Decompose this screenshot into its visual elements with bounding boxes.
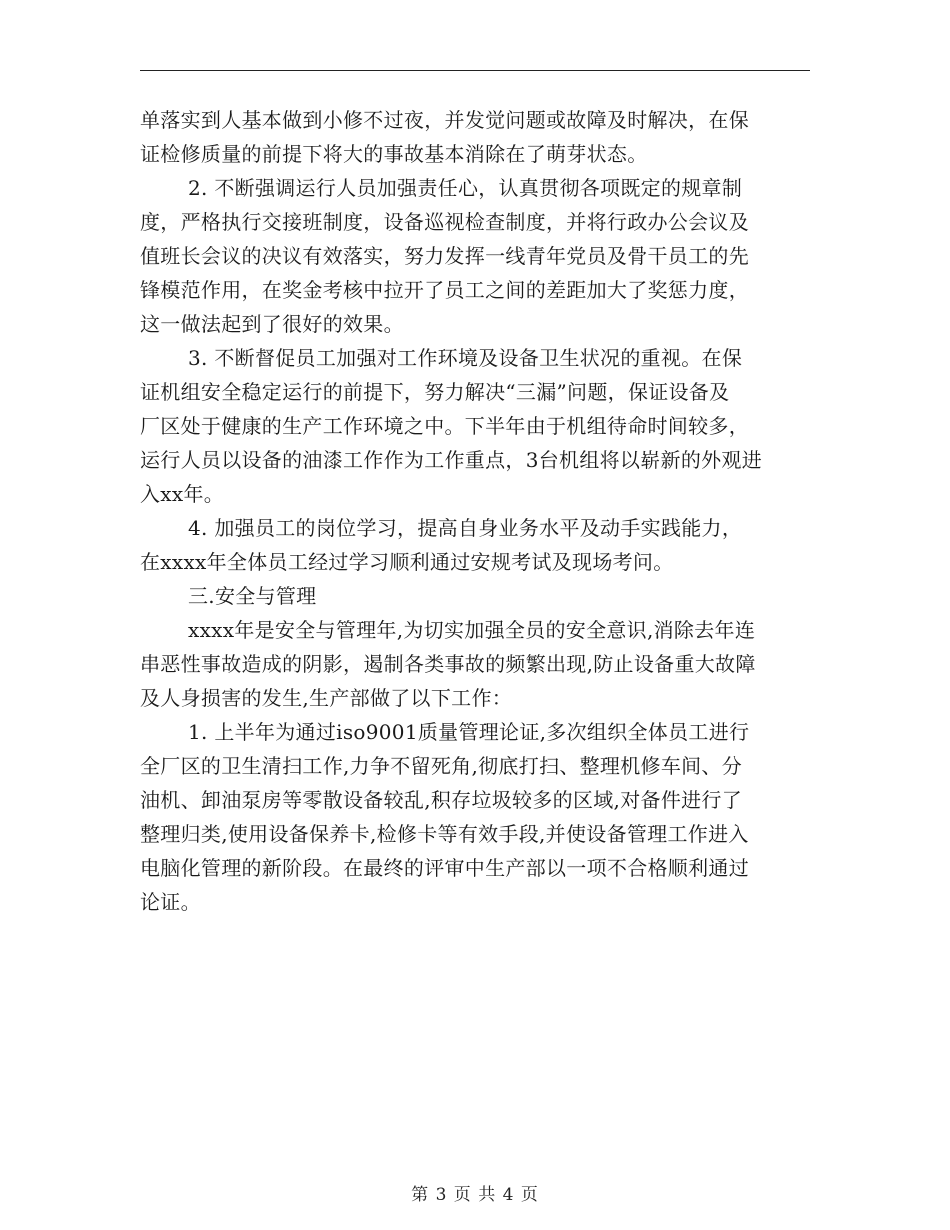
- text-line: 运行人员以设备的油漆工作作为工作重点，3台机组将以崭新的外观进: [140, 448, 763, 472]
- section-heading: 三.安全与管理: [188, 584, 317, 608]
- text-line: 锋模范作用，在奖金考核中拉开了员工之间的差距加大了奖惩力度，: [140, 278, 749, 302]
- text-line: 油机、卸油泵房等零散设备较乱,积存垃圾较多的区域,对备件进行了: [140, 788, 743, 812]
- text-line: xxxx年是安全与管理年,为切实加强全员的安全意识,消除去年连: [188, 618, 756, 642]
- document-body: [140, 103, 810, 919]
- text-line: 电脑化管理的新阶段。在最终的评审中生产部以一项不合格顺利通过: [140, 856, 749, 880]
- text-line: 度，严格执行交接班制度，设备巡视检查制度，并将行政办公会议及: [140, 210, 749, 234]
- text-line: 证机组安全稳定运行的前提下，努力解决“三漏”问题，保证设备及: [140, 380, 730, 404]
- text-line: 1. 上半年为通过iso9001质量管理论证,多次组织全体员工进行: [188, 720, 750, 744]
- text-line: 单落实到人基本做到小修不过夜，并发觉问题或故障及时解决，在保: [140, 108, 749, 132]
- text-line: 2. 不断强调运行人员加强责任心，认真贯彻各项既定的规章制: [188, 176, 743, 200]
- text-line: 串恶性事故造成的阴影，遏制各类事故的频繁出现,防止设备重大故障: [140, 652, 756, 676]
- text-line: 证检修质量的前提下将大的事故基本消除在了萌芽状态。: [140, 142, 648, 166]
- text-line: 4. 加强员工的岗位学习，提高自身业务水平及动手实践能力，: [188, 516, 743, 540]
- text-line: 入xx年。: [140, 482, 225, 506]
- text-line: 整理归类,使用设备保养卡,检修卡等有效手段,并使设备管理工作进入: [140, 822, 749, 846]
- text-line: 在xxxx年全体员工经过学习顺利通过安规考试及现场考问。: [140, 550, 674, 574]
- text-line: 论证。: [140, 890, 201, 914]
- header-rule: [140, 70, 810, 71]
- text-line: 全厂区的卫生清扫工作,力争不留死角,彻底打扫、整理机修车间、分: [140, 754, 743, 778]
- text-line: 及人身损害的发生,生产部做了以下工作：: [140, 686, 513, 710]
- text-line: 3. 不断督促员工加强对工作环境及设备卫生状况的重视。在保: [188, 346, 743, 370]
- page-number-footer: 第 3 页 共 4 页: [411, 1185, 539, 1205]
- text-line: 厂区处于健康的生产工作环境之中。下半年由于机组待命时间较多，: [140, 414, 749, 438]
- text-line: 值班长会议的决议有效落实，努力发挥一线青年党员及骨干员工的先: [140, 244, 749, 268]
- text-line: 这一做法起到了很好的效果。: [140, 312, 404, 336]
